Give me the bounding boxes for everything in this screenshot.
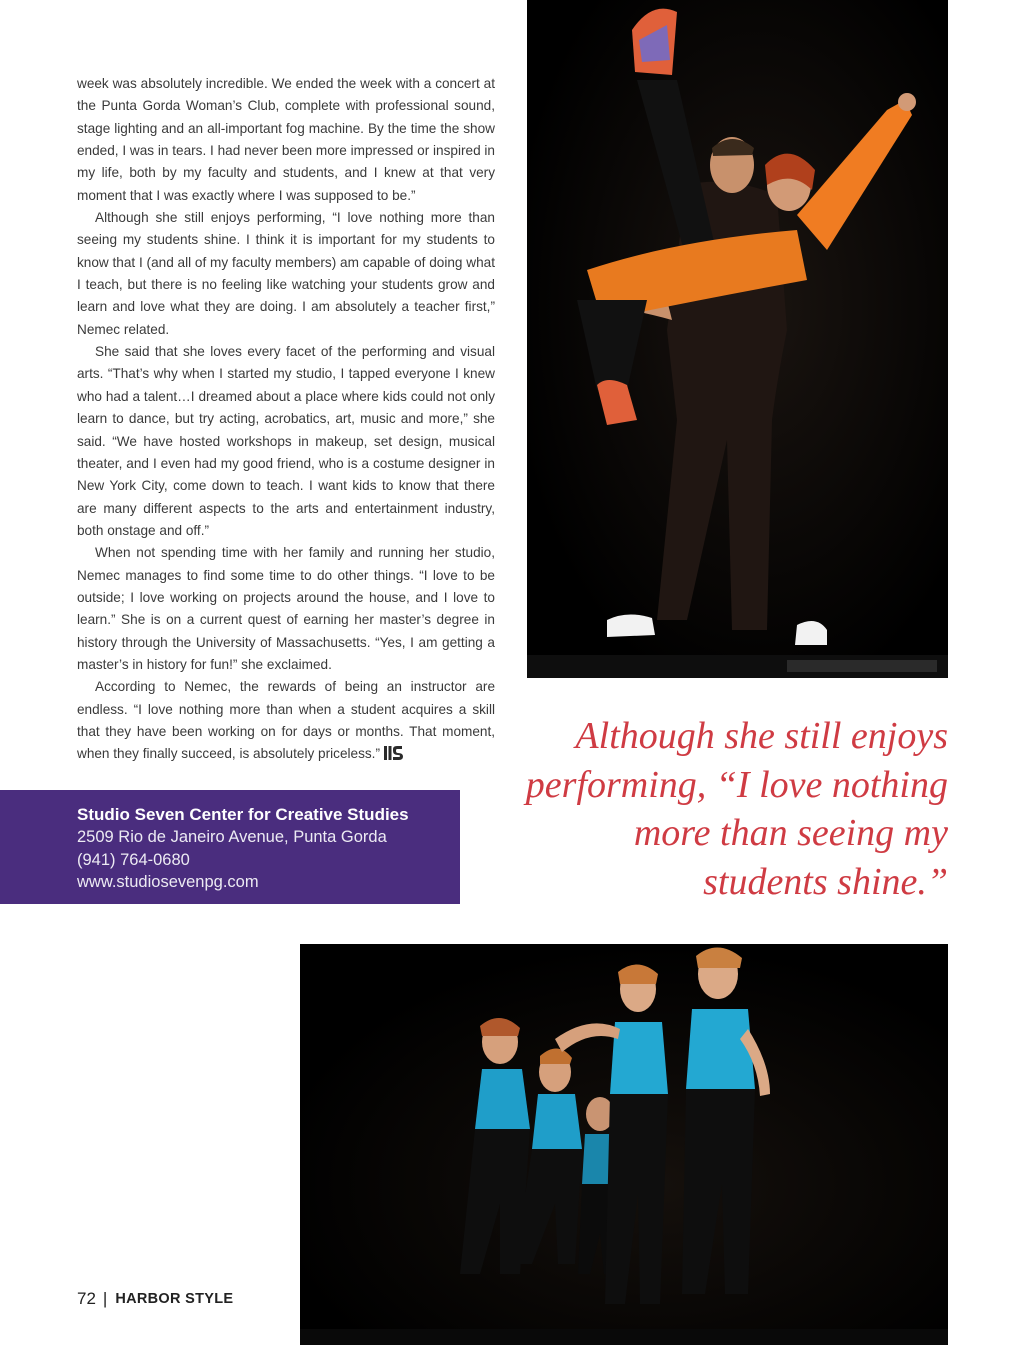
studio-info-box <box>0 790 460 904</box>
article-paragraph: Although she still enjoys performing, “I love nothing more than seeing my students shine. I think it is important for my students to know that I (and all of my faculty members) am capable of doing what I teach, but there is no feeling like watching your students grow and learn and love what they are doing. I am absolutely a teacher first,” Nemec related. <box>77 210 495 337</box>
page-folio <box>77 1289 233 1309</box>
harbor-style-endmark-icon <box>384 746 404 760</box>
photo-dancers-lift <box>527 0 948 678</box>
pull-quote <box>508 712 948 906</box>
photo-young-dancers <box>300 944 948 1345</box>
studio-website: www.studiosevenpg.com <box>77 873 259 891</box>
article-paragraph-text: According to Nemec, the rewards of being an instructor are endless. “I love nothing more than when a student acquires a skill that they have been working on for days or months. That moment, when they finally succeed, is absolutely priceless.” <box>77 679 495 762</box>
pull-quote-line: students shine.” <box>703 860 948 903</box>
studio-phone: (941) 764-0680 <box>77 850 190 869</box>
page-number: 72 <box>77 1289 96 1308</box>
folio-separator: | <box>102 1289 108 1308</box>
article-body <box>77 73 495 766</box>
magazine-name: HARBOR STYLE <box>115 1291 234 1307</box>
pull-quote-line: Although she still enjoys <box>575 715 948 757</box>
article-paragraph: week was absolutely incredible. We ended the week with a concert at the Punta Gorda Woman’s Club, complete with professional sound, stage lighting and an all-important fog machine. By the time the show ended, I was in tears. I had never been more impressed or inspired in my life, both by my faculty and students, and I knew at that very moment that I was exactly where I was supposed to be.” <box>77 76 495 203</box>
studio-address: 2509 Rio de Janeiro Avenue, Punta Gorda <box>77 828 387 846</box>
studio-name: Studio Seven Center for Creative Studies <box>77 805 409 824</box>
pull-quote-line: more than seeing my <box>633 812 948 854</box>
article-paragraph: She said that she loves every facet of the performing and visual arts. “That’s why when I started my studio, I tapped everyone I knew who had a talent…I dreamed about a place where kids could not only learn to dance, but try acting, acrobatics, art, music and more,” she said. “We have hosted workshops in makeup, set design, musical theater, and I even had my good friend, who is a costume designer in New York City, come down to teach. I want kids to know that there are many different aspects to the arts and entertainment industry, both onstage and off.” <box>77 344 495 538</box>
article-paragraph: When not spending time with her family and running her studio, Nemec manages to find some time to do other things. “I love to be outside; I love working on projects around the house, and I love to learn.” She is on a current quest of earning her master’s degree in history through the University of Massachusetts. “Yes, I am getting a master’s in history for fun!” she exclaimed. <box>77 545 495 672</box>
pull-quote-line: performing, “I love nothing <box>525 763 948 806</box>
article-paragraph-last <box>77 676 495 765</box>
